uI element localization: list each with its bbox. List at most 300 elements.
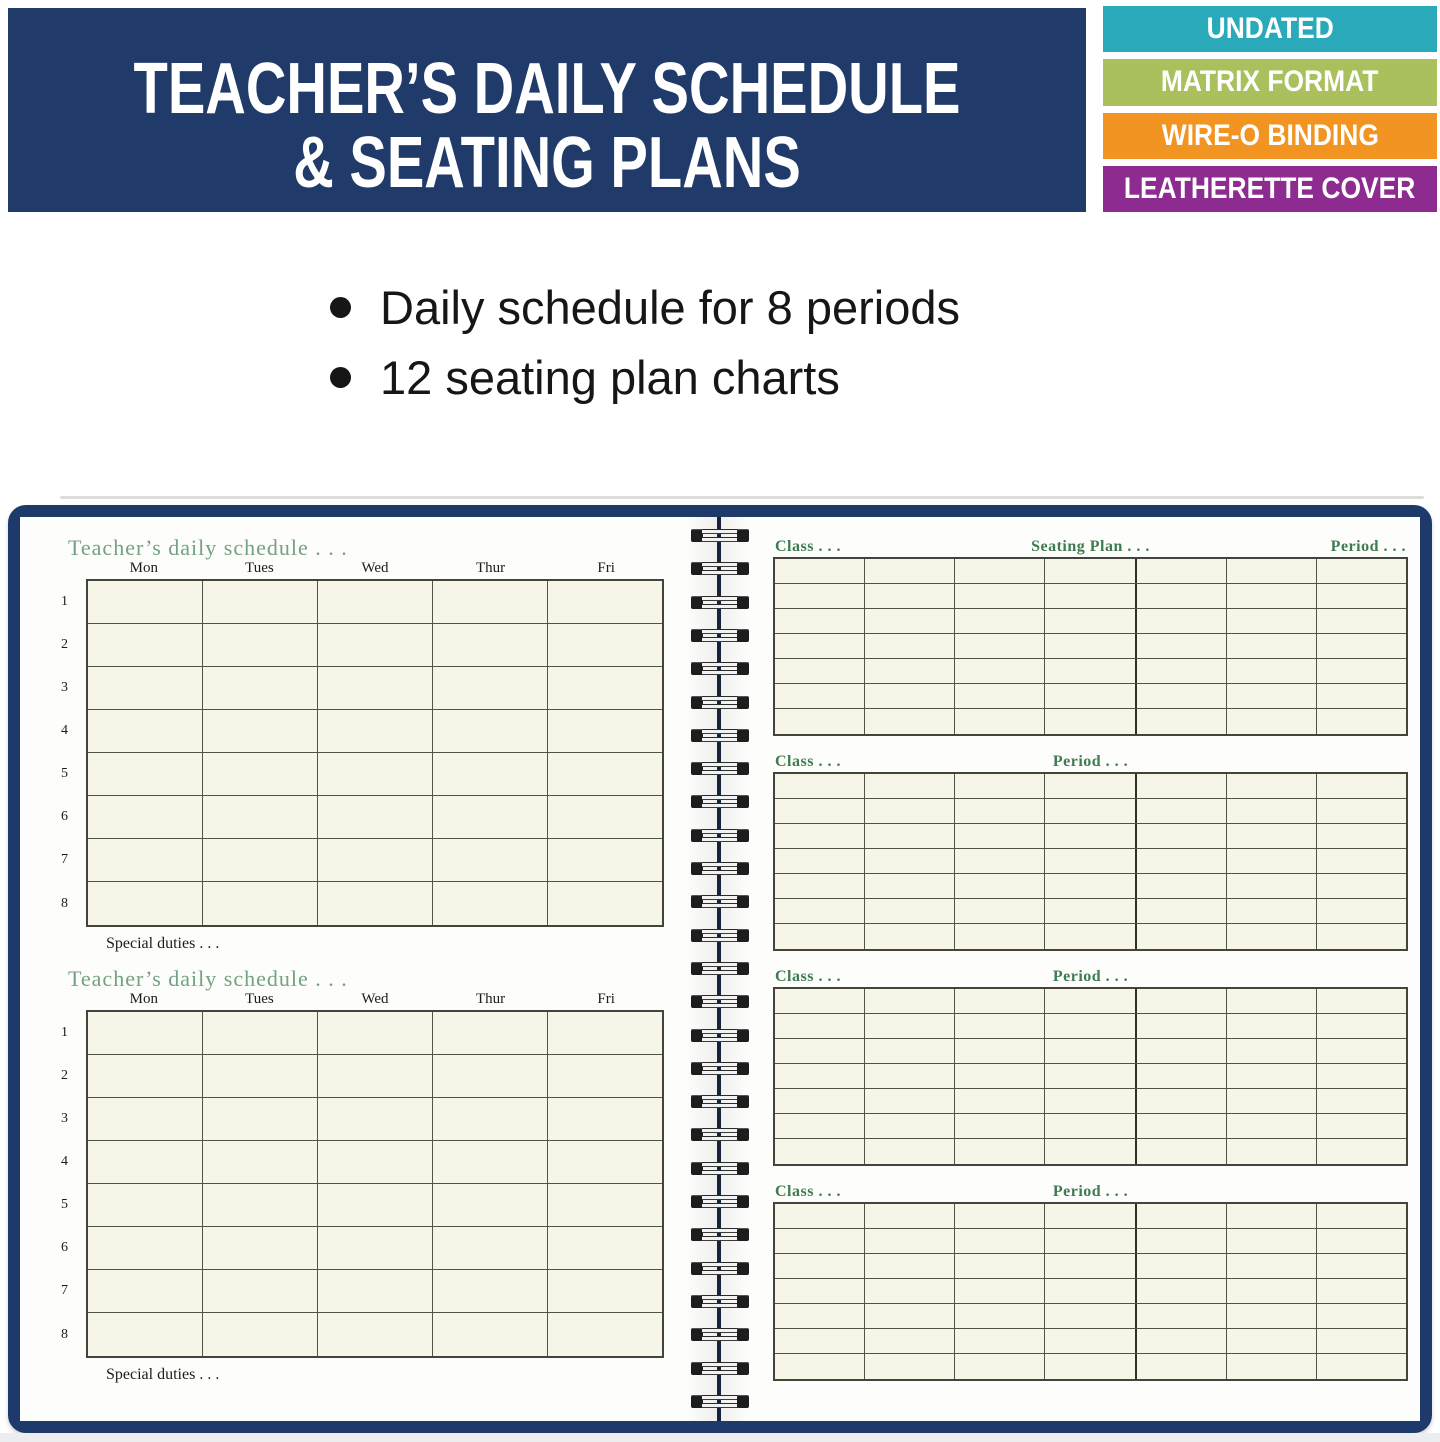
wire-bars [702,696,738,709]
seating-head [773,538,1408,554]
seating-cell [775,1329,865,1353]
wire-bars [702,1295,738,1308]
wire-cap [737,1029,749,1042]
wire-loop [691,696,749,709]
schedule-cell [548,1227,662,1269]
seating-cell [1137,1329,1227,1353]
schedule-cell [203,1055,318,1097]
seating-row [775,684,1406,709]
seating-cell [955,1014,1045,1038]
seating-grid [773,1202,1408,1381]
schedule-cell [433,624,548,666]
badge-matrix-format [1103,59,1437,105]
seating-cell [1045,1089,1136,1113]
seating-cell [775,1139,865,1164]
seating-cell [1137,609,1227,633]
seating-cell [865,1279,955,1303]
seating-cell [865,989,955,1013]
wire-loop [691,1029,749,1042]
wire-cap [737,829,749,842]
wire-loop [691,962,749,975]
schedule-cell [203,624,318,666]
seating-cell [865,874,955,898]
seating-cell [865,1204,955,1228]
schedule-cell [318,1012,433,1054]
seating-cell [955,824,1045,848]
seating-row [775,1254,1406,1279]
schedule-cell [548,1055,662,1097]
schedule-cell [548,1184,662,1226]
schedule-row [61,1270,662,1313]
seating-cell [1317,1089,1406,1113]
period-label: Period . . . [1052,1183,1129,1200]
seating-cell [865,684,955,708]
period-number: 2 [61,637,68,652]
wire-loop [691,562,749,575]
wire-cap [737,1228,749,1241]
wire-cap [737,1328,749,1341]
schedule-cell [88,1313,203,1356]
seating-cell [1045,799,1136,823]
seating-cell [1317,1014,1406,1038]
seating-cell [1227,659,1317,683]
seating-cell [865,1064,955,1088]
class-label: Class . . . [775,538,841,555]
seating-cell [1137,1014,1227,1038]
schedule-cell [548,796,662,838]
schedule-cell [318,1270,433,1312]
seating-cell [955,799,1045,823]
badge-leatherette-cover [1103,166,1437,212]
schedule-cell [318,882,433,925]
seating-cell [1137,1089,1227,1113]
schedule-cell [548,753,662,795]
seating-cell [955,899,1045,923]
seating-cell [775,1039,865,1063]
wire-cap [737,696,749,709]
seating-cell [1137,849,1227,873]
seating-cell [775,1089,865,1113]
wire-bars [702,929,738,942]
seating-cell [775,634,865,658]
seating-cell [1137,584,1227,608]
seating-cell [1137,989,1227,1013]
wire-bars [702,1029,738,1042]
seating-cell [1227,1089,1317,1113]
seating-cell [865,924,955,949]
seating-cell [1227,1354,1317,1379]
wire-cap [737,596,749,609]
seating-row [775,1279,1406,1304]
wire-o-binding [691,517,749,1421]
seating-cell [1317,1229,1406,1253]
seating-row [775,1089,1406,1114]
seating-cell [1317,1304,1406,1328]
seating-cell [1317,1354,1406,1379]
seating-row [775,1354,1406,1379]
wire-cap [737,1195,749,1208]
seating-row [775,989,1406,1014]
seating-row [775,559,1406,584]
badge-label: UNDATED [1206,12,1334,46]
seating-cell [865,1229,955,1253]
seating-cell [1137,924,1227,949]
seating-cell [1137,1304,1227,1328]
seating-cell [865,1014,955,1038]
seating-cell [1227,824,1317,848]
seating-cell [775,989,865,1013]
wire-cap [737,529,749,542]
schedule-row [61,667,662,710]
period-number: 5 [61,1197,68,1212]
seating-cell [1317,1254,1406,1278]
seating-cell [775,1279,865,1303]
background-strip [0,1433,1440,1442]
bullet-icon [330,297,351,318]
schedule-cell [433,710,548,752]
wire-bars [702,1228,738,1241]
seating-cell [1045,849,1136,873]
banner-title-line1: TEACHER’S DAILY SCHEDULE [133,49,961,129]
seating-cell [955,774,1045,798]
schedule-cell [548,882,662,925]
seating-cell [1227,1039,1317,1063]
seating-cell [1317,1064,1406,1088]
seating-cell [1227,899,1317,923]
seating-cell [775,1254,865,1278]
seating-cell [955,1329,1045,1353]
seating-cell [1227,1014,1317,1038]
seating-cell [865,1354,955,1379]
feature-bullets [330,272,960,412]
seating-cell [1317,1204,1406,1228]
wire-bars [702,762,738,775]
seating-cell [1137,1279,1227,1303]
schedule-row [61,882,662,925]
schedule-cell [548,581,662,623]
seating-cell [1317,1279,1406,1303]
schedule-cell [203,1098,318,1140]
seating-cell [1317,1039,1406,1063]
period-number: 5 [61,766,68,781]
seating-cell [1045,584,1136,608]
seating-row [775,584,1406,609]
seating-cell [1227,559,1317,583]
seating-cell [1227,924,1317,949]
schedule-cell [548,1098,662,1140]
wire-loop [691,1262,749,1275]
wire-loop [691,1062,749,1075]
schedule-row [61,581,662,624]
seating-row [775,1064,1406,1089]
wire-loop [691,1228,749,1241]
seating-cell [775,659,865,683]
seating-cell [865,774,955,798]
period-number: 4 [61,723,68,738]
seating-cell [1227,609,1317,633]
schedule-cell [203,1141,318,1183]
seating-cell [1317,584,1406,608]
seating-cell [1227,799,1317,823]
schedule-cell [548,667,662,709]
schedule-cell [318,1227,433,1269]
schedule-cell [203,710,318,752]
wire-cap [737,929,749,942]
seating-cell [865,1039,955,1063]
seating-row [775,1304,1406,1329]
seating-cell [1227,1329,1317,1353]
seating-cell [955,924,1045,949]
seating-cell [865,1114,955,1138]
schedule-cell [433,1055,548,1097]
schedule-row [61,1141,662,1184]
schedule-cell [548,1012,662,1054]
seating-cell [1227,709,1317,734]
period-number: 7 [61,1283,68,1298]
seating-plan-label: Seating Plan . . . [1031,538,1150,555]
seating-cell [1137,559,1227,583]
seating-cell [955,709,1045,734]
wire-bars [702,1328,738,1341]
seating-cell [775,824,865,848]
seating-row [775,659,1406,684]
day-label: Tues [245,560,274,576]
seating-cell [1317,1114,1406,1138]
seating-cell [865,1304,955,1328]
schedule-row [61,1055,662,1098]
seating-cell [775,559,865,583]
schedule-row [61,1313,662,1356]
seating-cell [1317,874,1406,898]
seating-head [773,753,1408,769]
seating-cell [865,899,955,923]
schedule-cell [88,667,203,709]
schedule-cell [88,1055,203,1097]
schedule-cell [318,1055,433,1097]
period-number: 1 [61,1025,68,1040]
schedule-cell [203,667,318,709]
schedule-cell [88,581,203,623]
seating-cell [1045,659,1136,683]
seating-row [775,609,1406,634]
schedule-cell [548,839,662,881]
seating-cell [775,1114,865,1138]
feature-item [330,342,960,412]
schedule-cell [203,1270,318,1312]
schedule-cell [433,1313,548,1356]
schedule-cell [318,710,433,752]
seating-cell [1227,1114,1317,1138]
period-label: Period . . . [1052,753,1129,770]
seating-cell [1137,1039,1227,1063]
seating-cell [1137,1229,1227,1253]
seating-cell [775,609,865,633]
day-header-row [86,991,664,1010]
schedule-cell [203,1012,318,1054]
wire-bars [702,596,738,609]
seating-cell [955,1089,1045,1113]
seating-cell [1317,1329,1406,1353]
class-label: Class . . . [775,968,841,985]
period-number: 6 [61,809,68,824]
wire-loop [691,1095,749,1108]
seating-cell [865,1329,955,1353]
schedule-cell [548,710,662,752]
seating-cell [1317,774,1406,798]
class-label: Class . . . [775,1183,841,1200]
seating-cell [775,684,865,708]
seating-cell [1227,584,1317,608]
day-label: Wed [361,560,389,576]
schedule-row [61,1012,662,1055]
badge-label: LEATHERETTE COVER [1124,171,1416,205]
seating-row [775,1229,1406,1254]
schedule-row [61,839,662,882]
seating-cell [1137,634,1227,658]
wire-bars [702,662,738,675]
seating-grid [773,557,1408,736]
schedule-grid [61,579,664,927]
wire-cap [737,962,749,975]
seating-cell [775,584,865,608]
wire-loop [691,829,749,842]
period-number: 8 [61,1326,68,1342]
seating-cell [1045,899,1136,923]
wire-bars [702,1362,738,1375]
schedule-cell [548,1270,662,1312]
seating-cell [1137,659,1227,683]
seating-cell [775,874,865,898]
seating-row [775,1014,1406,1039]
wire-cap [737,1362,749,1375]
wire-loop [691,1128,749,1141]
schedule-cell [318,839,433,881]
seating-cell [1137,1354,1227,1379]
wire-loop [691,729,749,742]
seating-cell [865,609,955,633]
seating-cell [775,849,865,873]
schedule-row [61,710,662,753]
seating-cell [955,634,1045,658]
seating-cell [1045,1229,1136,1253]
seating-cell [775,1304,865,1328]
wire-cap [737,862,749,875]
seating-cell [1227,1304,1317,1328]
wire-loop [691,1162,749,1175]
seating-cell [1045,989,1136,1013]
day-label: Wed [361,991,389,1007]
schedule-cell [433,882,548,925]
wire-bars [702,862,738,875]
seating-row [775,709,1406,734]
wire-cap [737,629,749,642]
wire-cap [737,562,749,575]
wire-loop [691,995,749,1008]
seating-cell [1137,684,1227,708]
seating-row [775,1139,1406,1164]
seating-cell [1137,1254,1227,1278]
seating-cell [955,1304,1045,1328]
title-banner [8,8,1086,212]
banner-title-line2: & SEATING PLANS [293,123,801,203]
schedule-cell [203,882,318,925]
schedule-cell [88,1141,203,1183]
wire-bars [702,795,738,808]
schedule-cell [318,1141,433,1183]
seating-cell [1045,1354,1136,1379]
wire-cap [737,1095,749,1108]
wire-cap [737,1295,749,1308]
schedule-cell [203,1227,318,1269]
seating-cell [865,1254,955,1278]
feature-item [330,272,960,342]
wire-bars [702,962,738,975]
schedule-cell [548,1141,662,1183]
period-number: 1 [61,594,68,609]
seating-cell [775,1229,865,1253]
schedule-cell [88,796,203,838]
seating-cell [1045,1254,1136,1278]
seating-cell [1137,899,1227,923]
wire-bars [702,562,738,575]
seating-row [775,874,1406,899]
seating-cell [1137,1114,1227,1138]
seating-head [773,1183,1408,1199]
seating-row [775,899,1406,924]
seating-cell [955,1279,1045,1303]
wire-cap [737,795,749,808]
seating-cell [1227,849,1317,873]
wire-cap [737,1128,749,1141]
seating-cell [1317,659,1406,683]
schedule-cell [433,1227,548,1269]
wire-bars [702,1128,738,1141]
wire-cap [737,1262,749,1275]
schedule-cell [433,796,548,838]
seating-cell [1045,1304,1136,1328]
seating-cell [1227,1254,1317,1278]
seating-cell [775,1014,865,1038]
seating-grid [773,987,1408,1166]
schedule-cell [88,1227,203,1269]
seating-cell [1317,924,1406,949]
seating-cell [775,1204,865,1228]
seating-cell [955,1114,1045,1138]
wire-bars [702,1095,738,1108]
wire-bars [702,895,738,908]
day-label: Thur [475,560,506,576]
seating-cell [1045,1064,1136,1088]
schedule-cell [203,1313,318,1356]
period-label: Period . . . [1052,968,1129,985]
schedule-grid [61,1010,664,1358]
seating-cell [1045,634,1136,658]
seating-cell [1227,1229,1317,1253]
seating-cell [1317,634,1406,658]
seating-cell [775,1354,865,1379]
seating-cell [1227,684,1317,708]
seating-cell [1227,874,1317,898]
schedule-cell [203,839,318,881]
schedule-cell [318,667,433,709]
seating-plan-block [773,968,1408,1166]
seating-cell [1137,1139,1227,1164]
wire-loop [691,596,749,609]
schedule-cell [318,796,433,838]
notebook-photo [8,505,1432,1433]
seating-cell [1317,989,1406,1013]
wire-cap [737,1162,749,1175]
